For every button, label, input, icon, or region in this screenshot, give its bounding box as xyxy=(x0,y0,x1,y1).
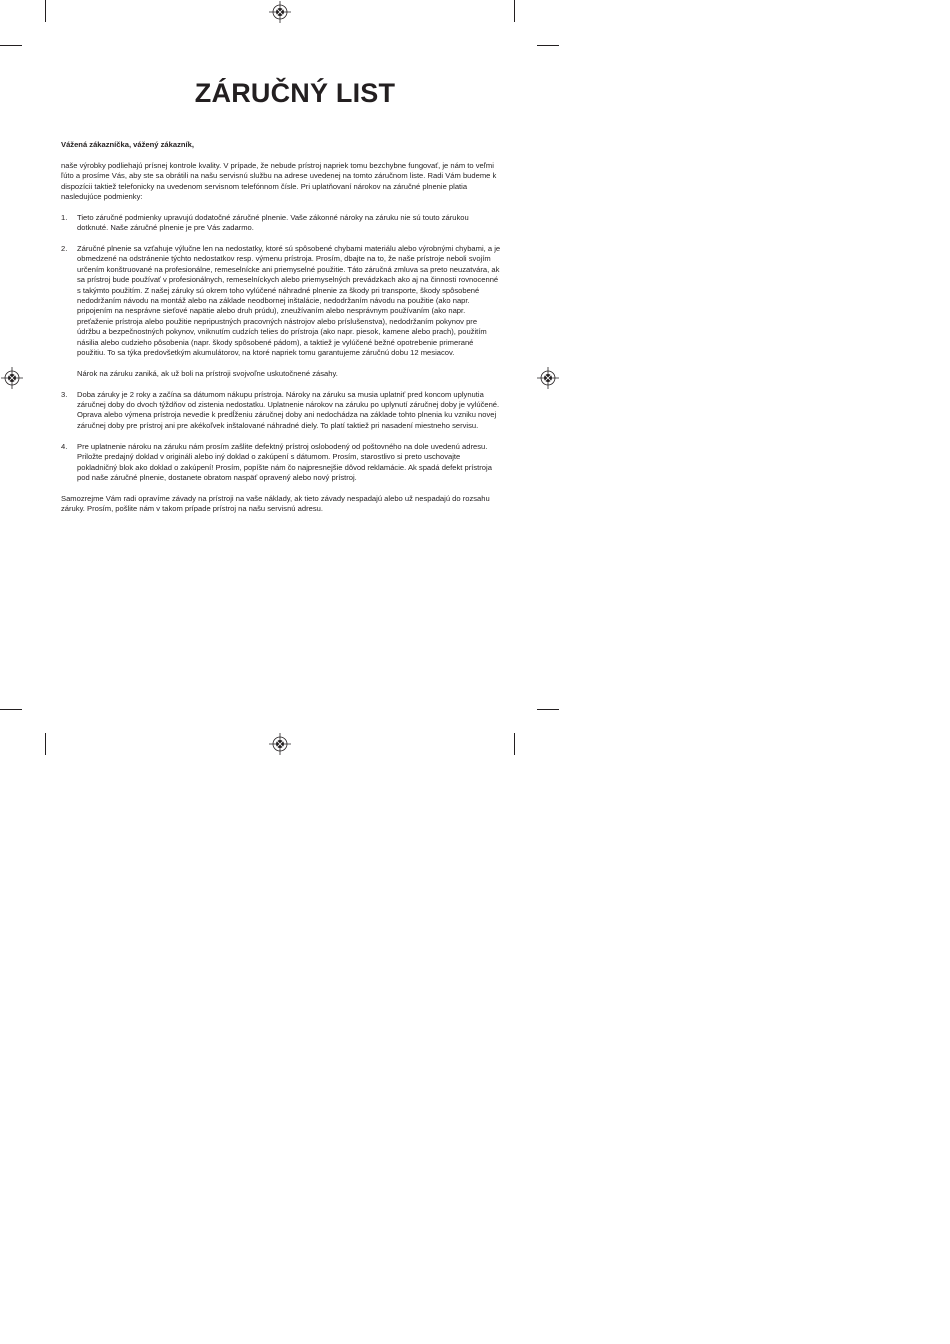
list-item-number: 1. xyxy=(61,212,68,222)
closing-paragraph: Samozrejme Vám radi opravíme závady na prístroji na vaše náklady, ak tieto závady nespadajú alebo už nespadajú do rozsahu záruky. Prosím, pošlite nám v takom prípade prístroj na našu servisnú adresu. xyxy=(61,493,490,514)
registration-mark-icon xyxy=(269,733,291,755)
crop-mark xyxy=(514,0,515,22)
list-item xyxy=(61,244,501,379)
registration-mark-icon xyxy=(1,367,23,389)
registration-mark-icon xyxy=(537,367,559,389)
crop-mark xyxy=(45,0,46,22)
crop-mark xyxy=(537,45,559,46)
list-item-text: Pre uplatnenie nároku na záruku nám prosím zašlite defektný prístroj oslobodený od poštovného na dole uvedenú adresu. Priložte predajný doklad v origináli alebo iný doklad o zakúpení s dátumom. Prosím, starostlivo si preto uschovajte pokladničný blok ako doklad o zakúpení! Prosím, popíšte nám čo najpresnejšie dôvod reklamácie. Ak spadá defekt prístroja pod naše záručné plnenie, dostanete obratom naspäť opravený alebo nový prístroj. xyxy=(77,441,492,482)
crop-mark xyxy=(45,733,46,755)
registration-mark-icon xyxy=(269,1,291,23)
document-body xyxy=(61,140,501,525)
list-item-number: 4. xyxy=(61,441,68,451)
crop-mark xyxy=(0,45,22,46)
list-item xyxy=(61,213,501,234)
list-item-text: Záručné plnenie sa vzťahuje výlučne len na nedostatky, ktoré sú spôsobené chybami materiálu alebo výrobnými chybami, a je obmedzené na odstránenie týchto nedostatkov resp. výmenu prístroja. Prosím, dbajte na to, že naše prístroje neboli svojím určením konštruované na profesionálne, remeselnícke ani priemyselné použitie. Táto záručná zmluva sa preto neuzatvára, ak sa prístroj bude používať v profesionálnych, remeselníckych alebo priemyselných prevádzkach ako aj na činnosti rovnocenné s takýmto použitím. Z našej záruky sú okrem toho vylúčené náhradné plnenie za škody pri transporte, škody spôsobené nedodržaním návodu na montáž alebo na základe neodbornej inštalácie, nedodržaním návodu na použitie (ako napr. pripojením na nesprávne sieťové napätie alebo druh prúdu), zneužívaním alebo nesprávnym používaním (ako napr. preťaženie prístroja alebo použitie nepripustných pracovných nástrojov alebo príslušenstva), nedodržaním pokynov pre údržbu a bezpečnostných pokynov, vniknutím cudzích telies do prístroja (ako napr. piesok, kamene alebo prach), použitím násilia alebo cudzieho pôsobenia (napr. škody spôsobené pádom), a taktiež je vylúčené bežné opotrebenie primerané použitiu. To sa týka predovšetkým akumulátorov, na ktoré napriek tomu garantujeme záručnú dobu 12 mesiacov. xyxy=(77,244,501,358)
list-item xyxy=(61,390,501,432)
crop-mark xyxy=(537,709,559,710)
salutation: Vážená zákazníčka, vážený zákazník, xyxy=(61,140,194,149)
crop-mark xyxy=(514,733,515,755)
list-item-text: Tieto záručné podmienky upravujú dodatočné záručné plnenie. Vaše zákonné nároky na záruku nie sú touto zárukou dotknuté. Naše záručné plnenie je pre Vás zadarmo. xyxy=(77,212,469,233)
conditions-list xyxy=(61,213,501,484)
list-item-number: 2. xyxy=(61,244,68,254)
list-item-text: Doba záruky je 2 roky a začína sa dátumom nákupu prístroja. Nároky na záruku sa musia uplatniť pred koncom uplynutia záručnej doby do dvoch týždňov od zistenia nedostatku. Uplatnenie nárokov na záruku po uplynutí záručnej doby je vylúčené. Oprava alebo výmena prístroja nevedie k predĺženiu záručnej doby ani nedochádza na základe tohto plnenia ku vzniku novej záručnej doby pre prístroj ani pre akékoľvek inštalované náhradné diely. To platí taktiež pri nasadení miestneho servisu. xyxy=(77,389,500,430)
page-title: ZÁRUČNÝ LIST xyxy=(194,78,396,108)
crop-mark xyxy=(0,709,22,710)
list-item xyxy=(61,442,501,484)
list-item-number: 3. xyxy=(61,389,68,399)
list-item-note: Nárok na záruku zaniká, ak už boli na prístroji svojvoľne uskutočnené zásahy. xyxy=(77,368,338,378)
intro-paragraph: naše výrobky podliehajú prísnej kontrole kvality. V prípade, že nebude prístroj napriek tomu bezchybne fungovať, je nám to veľmi ľúto a prosíme Vás, aby ste sa obrátili na našu servisnú službu na adrese uvedenej na tomto záručnom liste. Radi Vám budeme k dispozícii taktiež telefonicky na uvedenom servisnom telefónnom čísle. Pri uplatňovaní nárokov na záručné plnenie platia nasledujúce podmienky: xyxy=(61,160,497,202)
